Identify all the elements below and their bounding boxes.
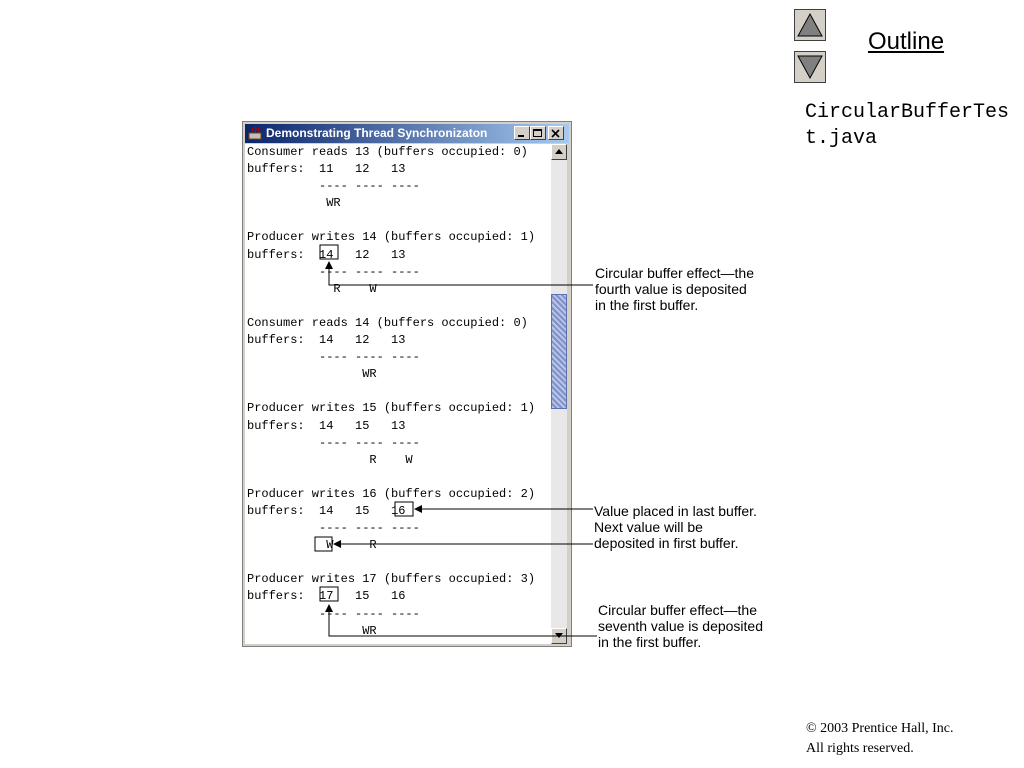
callout-line-1 [329, 262, 593, 285]
annotation-line: fourth value is deposited [595, 281, 747, 297]
console-line: ---- ---- ---- [247, 264, 420, 279]
window-title: Demonstrating Thread Synchronizaton [266, 126, 488, 140]
annotation-line: in the first buffer. [598, 634, 702, 650]
console-line: ---- ---- ---- [247, 606, 420, 621]
console-line: ---- ---- ---- [247, 521, 420, 536]
console-line: Producer writes 15 (buffers occupied: 1) [247, 401, 536, 416]
annotation-seventh-value [598, 602, 763, 650]
console-line: buffers: 14 15 13 [247, 418, 406, 433]
callout-line-4 [329, 605, 597, 636]
annotation-line: Circular buffer effect—the [598, 602, 758, 618]
copyright-notice [806, 719, 954, 759]
console-line: buffers: 17 15 16 [247, 589, 406, 604]
file-name-label: CircularBufferTest.java [805, 101, 1010, 150]
highlight-box-14 [320, 245, 338, 259]
console-line: WR [247, 196, 341, 211]
annotation-line: Next value will be [594, 519, 703, 535]
highlight-box-w [315, 537, 332, 551]
outline-link[interactable]: Outline [868, 28, 945, 55]
annotation-line: seventh value is deposited [598, 618, 763, 634]
annotation-line: Value placed in last buffer. [594, 503, 757, 519]
console-line: Producer writes 14 (buffers occupied: 1) [247, 230, 536, 245]
console-line: W R [247, 538, 377, 553]
console-line: WR [247, 367, 377, 382]
highlight-box-17 [320, 587, 338, 601]
console-line: ---- ---- ---- [247, 179, 420, 194]
annotation-line: Circular buffer effect—the [595, 265, 755, 281]
console-line: buffers: 11 12 13 [247, 162, 406, 177]
console-line: buffers: 14 15 16 [247, 503, 406, 518]
annotation-line: in the first buffer. [595, 297, 699, 313]
console-line: buffers: 14 12 13 [247, 247, 406, 262]
console-line: buffers: 14 12 13 [247, 333, 406, 348]
console-line: WR [247, 623, 377, 638]
console-line: Producer writes 16 (buffers occupied: 2) [247, 486, 536, 501]
annotation-last-buffer [594, 503, 757, 551]
annotation-fourth-value [595, 265, 754, 313]
console-line: R W [247, 452, 413, 467]
copyright-line: © 2003 Prentice Hall, Inc. [806, 721, 954, 736]
console-line: Consumer reads 14 (buffers occupied: 0) [247, 315, 528, 330]
annotation-line: deposited in first buffer. [594, 535, 739, 551]
console-line: R W [247, 281, 377, 296]
highlight-box-16 [395, 502, 413, 516]
console-line: ---- ---- ---- [247, 350, 420, 365]
console-line: Producer writes 17 (buffers occupied: 3) [247, 572, 536, 587]
rights-line: All rights reserved. [806, 741, 914, 756]
console-line: Consumer reads 13 (buffers occupied: 0) [247, 145, 528, 159]
console-line: ---- ---- ---- [247, 435, 420, 450]
